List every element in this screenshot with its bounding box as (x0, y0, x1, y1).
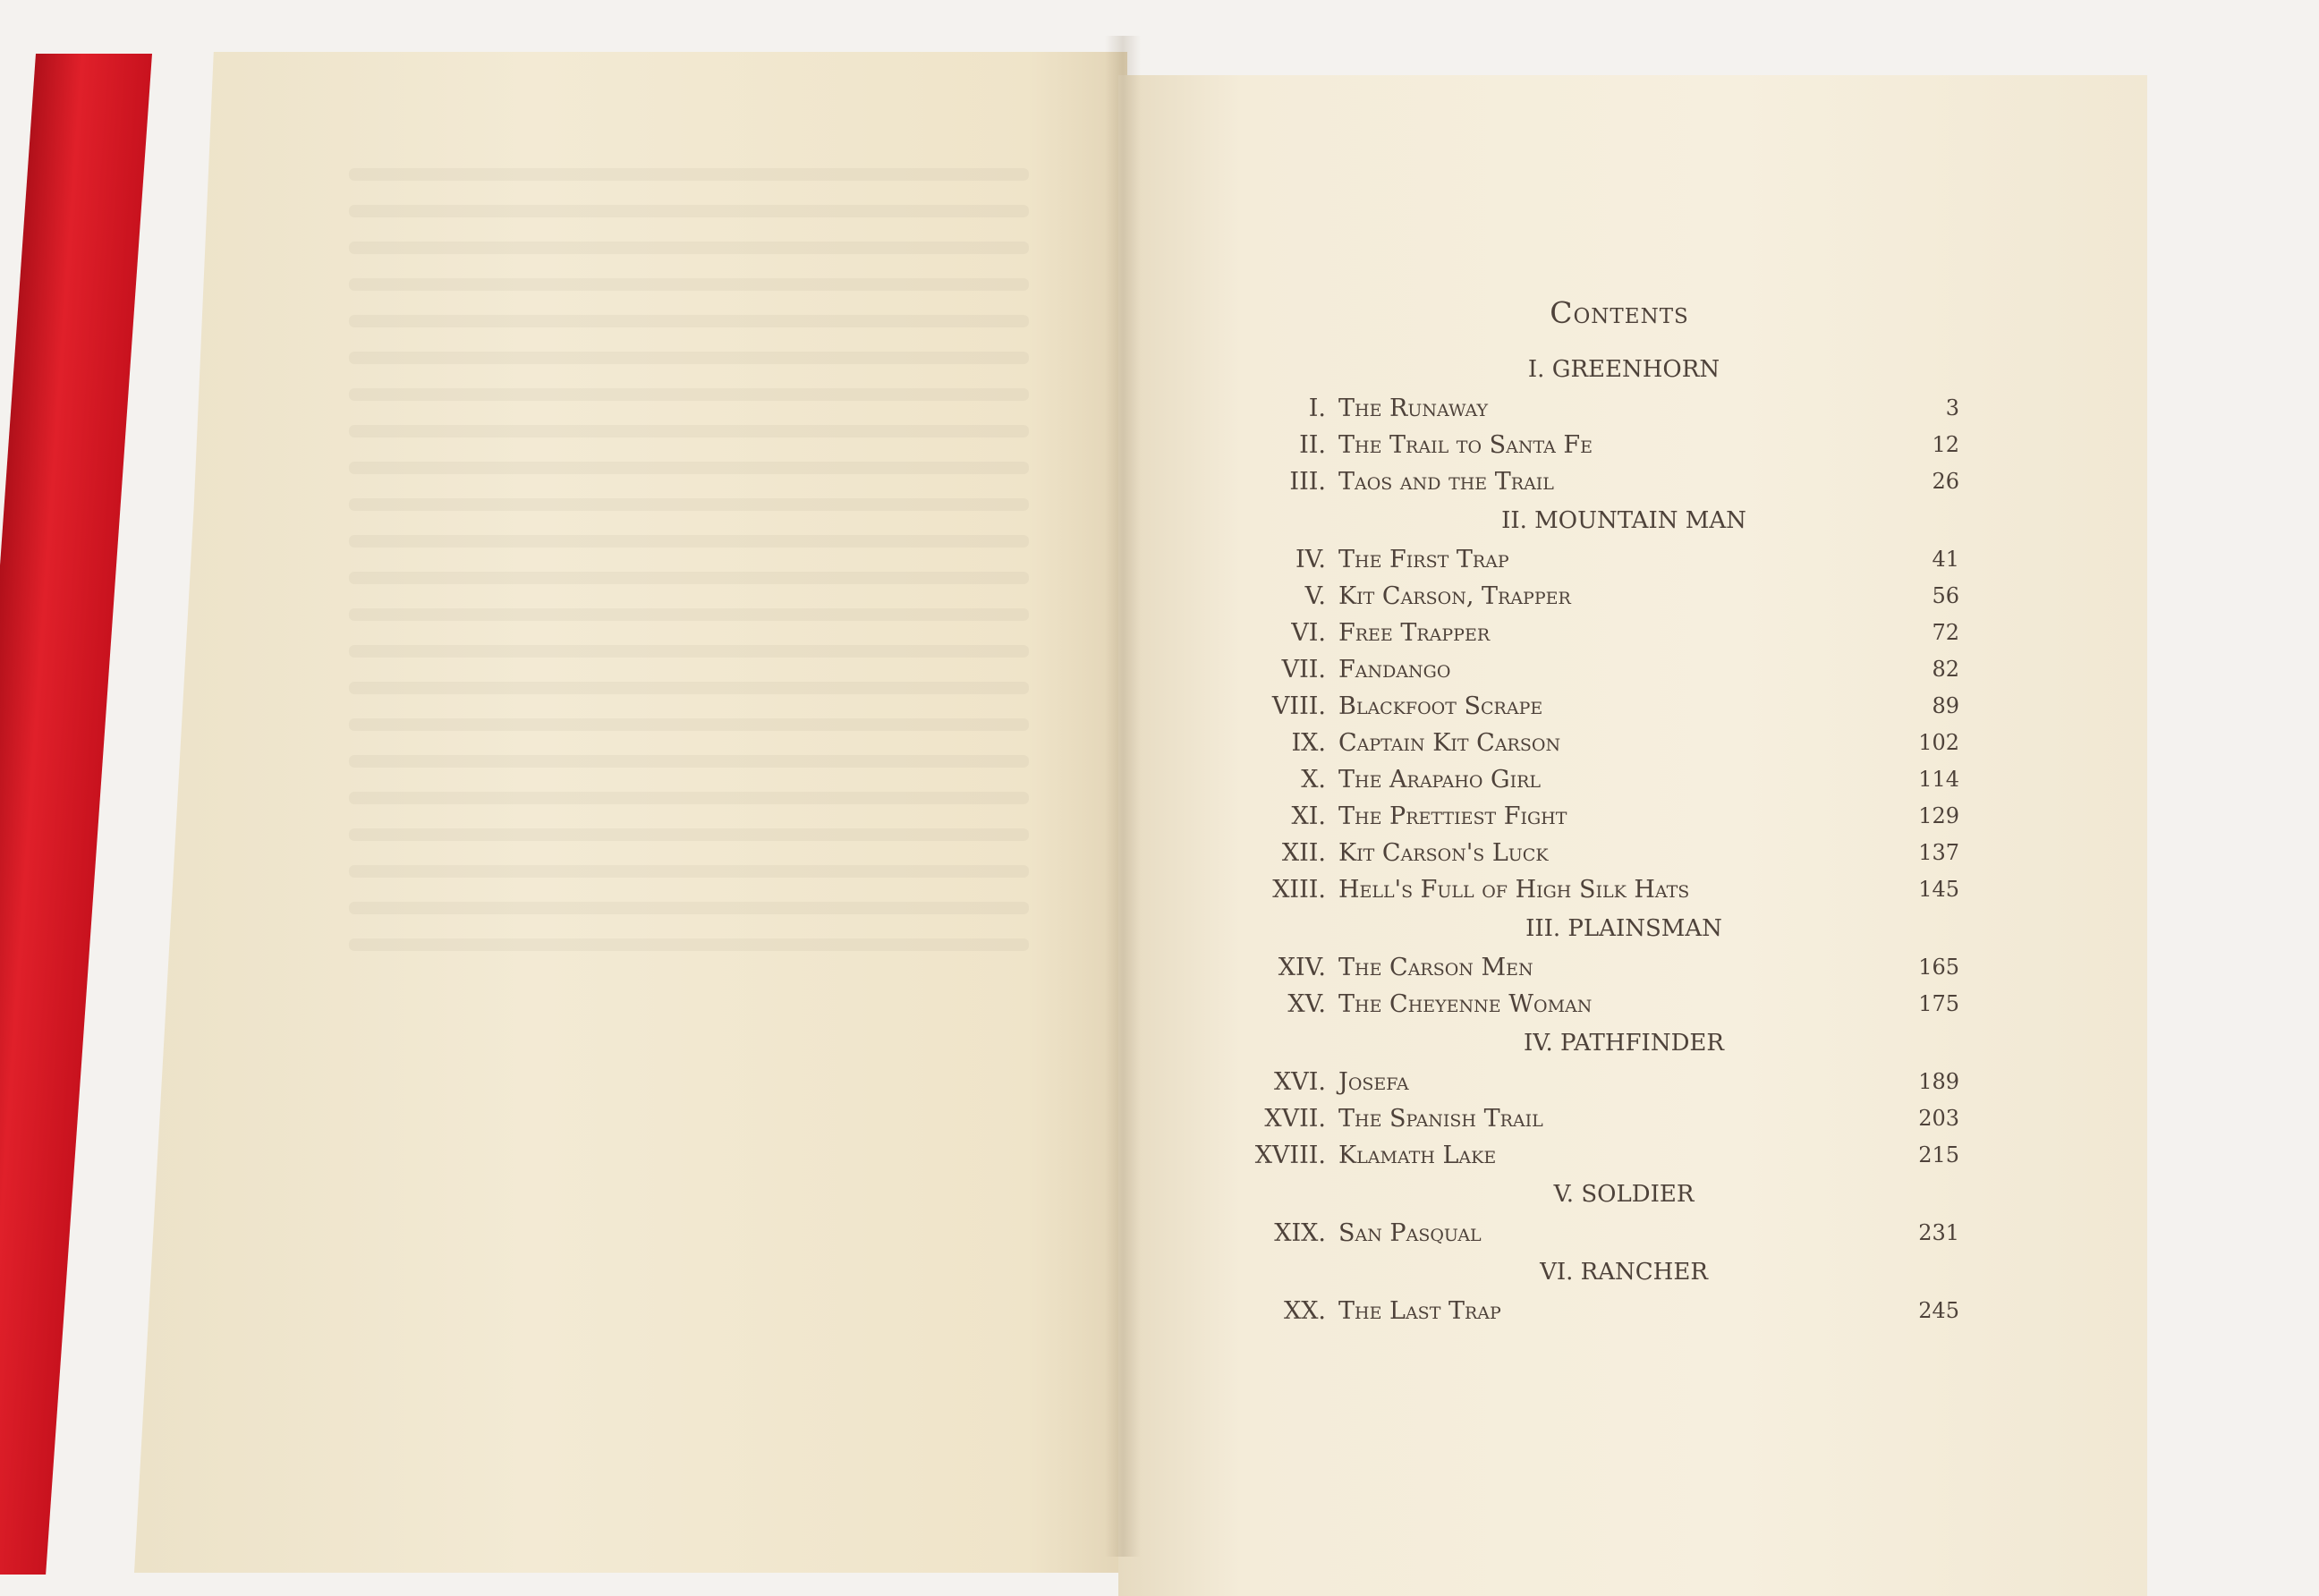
chapter-number: X. (1301, 766, 1326, 794)
chapter-page: 72 (1932, 620, 1959, 645)
show-through-text-line (349, 315, 1029, 327)
chapter-title: The Trail to Santa Fe (1338, 431, 1593, 459)
part-heading: I. GREENHORN (1527, 356, 1720, 383)
chapter-number: V. (1304, 582, 1326, 610)
chapter-title: Josefa (1338, 1068, 1409, 1096)
chapter-entry (1226, 427, 1959, 463)
book-cover-red-edge (0, 54, 152, 1575)
chapter-entry (1226, 761, 1959, 798)
chapter-entry (1226, 871, 1959, 908)
chapter-page: 145 (1918, 877, 1959, 902)
chapter-number: XIII. (1272, 876, 1326, 904)
contents-heading: Contents (1550, 295, 1689, 330)
chapter-number: III. (1289, 468, 1326, 496)
chapter-number: XIV. (1278, 954, 1326, 981)
chapter-number: XVII. (1264, 1105, 1326, 1133)
chapter-number: XX. (1283, 1297, 1326, 1325)
chapter-entry (1226, 1215, 1959, 1252)
chapter-title: Taos and the Trail (1338, 468, 1554, 496)
show-through-text-line (349, 205, 1029, 217)
chapter-number: IX. (1291, 729, 1326, 757)
chapter-page: 203 (1918, 1106, 1959, 1131)
chapter-page: 41 (1932, 547, 1959, 572)
show-through-text-line (349, 572, 1029, 584)
chapter-entry (1226, 1293, 1959, 1329)
chapter-page: 3 (1945, 395, 1959, 420)
chapter-page: 215 (1918, 1142, 1959, 1167)
chapter-page: 114 (1918, 767, 1959, 792)
chapter-entry (1226, 578, 1959, 615)
chapter-entry (1226, 390, 1959, 427)
chapter-page: 245 (1918, 1298, 1959, 1323)
chapter-title: San Pasqual (1338, 1219, 1482, 1247)
chapter-number: VI. (1291, 619, 1326, 647)
chapter-title: The First Trap (1338, 546, 1509, 573)
chapter-page: 189 (1918, 1069, 1959, 1094)
chapter-title: The Carson Men (1338, 954, 1533, 981)
show-through-text-line (349, 388, 1029, 401)
chapter-entry (1226, 725, 1959, 761)
chapter-number: XVIII. (1254, 1142, 1326, 1169)
chapter-page: 175 (1918, 991, 1959, 1016)
show-through-text-line (349, 682, 1029, 694)
chapter-title: Fandango (1338, 656, 1451, 683)
chapter-page: 56 (1932, 583, 1959, 608)
chapter-entry (1226, 651, 1959, 688)
chapter-title: Free Trapper (1338, 619, 1491, 647)
part-heading: II. MOUNTAIN MAN (1501, 507, 1746, 534)
chapter-entry (1226, 986, 1959, 1023)
show-through-text-line (349, 755, 1029, 768)
part-heading: V. SOLDIER (1553, 1181, 1695, 1208)
chapter-title: Captain Kit Carson (1338, 729, 1561, 757)
chapter-title: The Spanish Trail (1338, 1105, 1543, 1133)
show-through-text-line (349, 462, 1029, 474)
chapter-title: Klamath Lake (1338, 1142, 1497, 1169)
chapter-number: II. (1299, 431, 1326, 459)
show-through-text-line (349, 535, 1029, 548)
chapter-number: XIX. (1274, 1219, 1326, 1247)
chapter-entry (1226, 541, 1959, 578)
show-through-text-line (349, 828, 1029, 841)
chapter-page: 231 (1918, 1220, 1959, 1245)
show-through-text-line (349, 168, 1029, 181)
show-through-text-line (349, 498, 1029, 511)
chapter-entry (1226, 835, 1959, 871)
chapter-number: XV. (1287, 990, 1326, 1018)
show-through-text-line (349, 792, 1029, 804)
show-through-text-line (349, 425, 1029, 437)
chapter-number: IV. (1295, 546, 1326, 573)
chapter-title: The Last Trap (1338, 1297, 1501, 1325)
part-heading: IV. PATHFINDER (1524, 1030, 1724, 1057)
show-through-text-line (349, 608, 1029, 621)
table-of-contents (1226, 295, 1959, 1329)
chapter-page: 12 (1932, 432, 1959, 457)
chapter-page: 89 (1932, 693, 1959, 718)
chapter-page: 165 (1918, 955, 1959, 980)
chapter-number: VIII. (1271, 692, 1326, 720)
part-heading: VI. RANCHER (1540, 1259, 1708, 1286)
show-through-text-line (349, 718, 1029, 731)
chapter-number: I. (1308, 395, 1326, 422)
chapter-number: VII. (1281, 656, 1326, 683)
show-through-text-line (349, 938, 1029, 951)
chapter-entry (1226, 463, 1959, 500)
chapter-entry (1226, 1100, 1959, 1137)
chapter-title: Kit Carson's Luck (1338, 839, 1549, 867)
show-through-text-line (349, 645, 1029, 658)
chapter-number: XII. (1281, 839, 1326, 867)
chapter-page: 82 (1932, 657, 1959, 682)
chapter-number: XI. (1291, 802, 1326, 830)
left-page (134, 52, 1127, 1573)
chapter-page: 129 (1918, 803, 1959, 828)
show-through-text-line (349, 242, 1029, 254)
show-through-text-line (349, 902, 1029, 914)
chapter-entry (1226, 1137, 1959, 1174)
part-heading: III. PLAINSMAN (1525, 915, 1722, 942)
chapter-page: 26 (1932, 469, 1959, 494)
show-through-text-line (349, 865, 1029, 878)
chapter-number: XVI. (1274, 1068, 1326, 1096)
show-through-text-line (349, 352, 1029, 364)
chapter-entry (1226, 1064, 1959, 1100)
book-spine-gutter (1105, 36, 1141, 1557)
chapter-title: Kit Carson, Trapper (1338, 582, 1571, 610)
chapter-title: The Cheyenne Woman (1338, 990, 1593, 1018)
chapter-page: 102 (1918, 730, 1959, 755)
chapter-title: The Prettiest Fight (1338, 802, 1567, 830)
chapter-title: The Runaway (1338, 395, 1489, 422)
chapter-title: Hell's Full of High Silk Hats (1338, 876, 1690, 904)
chapter-title: Blackfoot Scrape (1338, 692, 1543, 720)
show-through-text-line (349, 278, 1029, 291)
chapter-page: 137 (1918, 840, 1959, 865)
chapter-entry (1226, 615, 1959, 651)
chapter-title: The Arapaho Girl (1338, 766, 1542, 794)
chapter-entry (1226, 798, 1959, 835)
toc-sections (1226, 349, 1959, 1329)
chapter-entry (1226, 949, 1959, 986)
chapter-entry (1226, 688, 1959, 725)
